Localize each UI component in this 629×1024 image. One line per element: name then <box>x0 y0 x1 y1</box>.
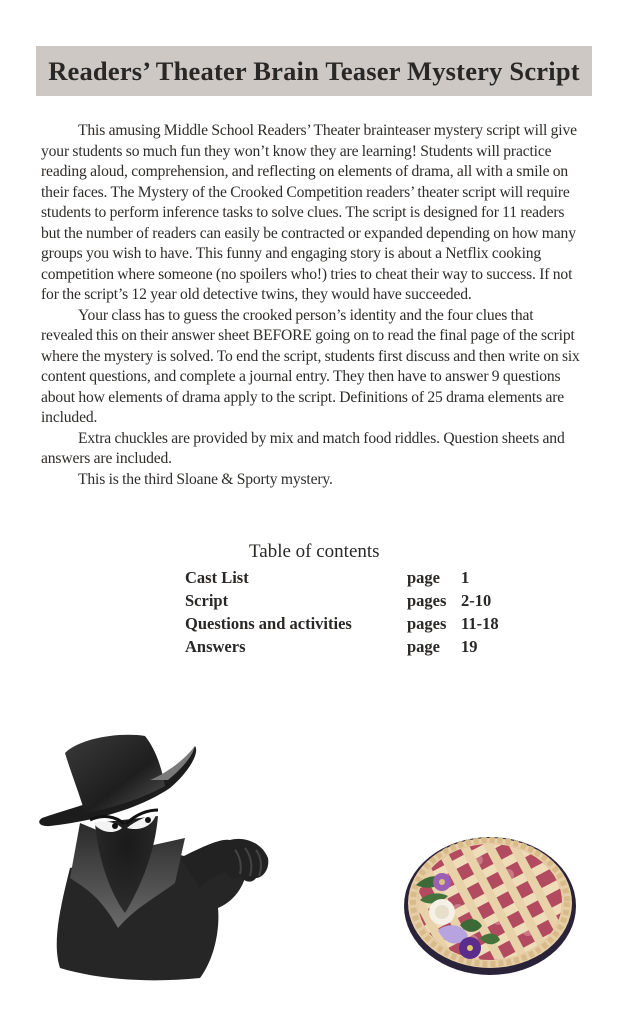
toc-entry-pages: 2-10 <box>461 591 492 610</box>
description-paragraph-2: Your class has to guess the crooked person’s identity and the four clues that revealed this on their answer sheet BEFORE going on to read the final page of the script where the mystery is solved. To end the script, students first discuss and then write on six content questions, and complete a journal entry. They then have to answer 9 questions about how elements of drama apply to the script. Definitions of 25 drama elements are included. <box>41 306 580 426</box>
toc-entry-cast-list <box>185 568 515 591</box>
toc-entry-pages: 19 <box>461 637 478 656</box>
toc-entry-label: Cast List <box>185 568 249 587</box>
toc-title: Table of contents <box>249 541 380 562</box>
toc-entry-page-word: pages <box>407 614 447 633</box>
toc-entry-answers <box>185 637 515 660</box>
villain-illustration <box>30 728 275 986</box>
description-paragraph-3: Extra chuckles are provided by mix and match food riddles. Question sheets and answers are included. <box>41 429 565 467</box>
toc-entry-pages: 1 <box>461 568 470 587</box>
toc-entry-label: Script <box>185 591 229 610</box>
toc-entry-page-word: page <box>407 568 440 587</box>
villain-icon <box>30 728 275 986</box>
toc-entry-label: Questions and activities <box>185 614 352 633</box>
title-banner <box>36 46 592 96</box>
description-paragraph-4: This is the third Sloane & Sporty mystery. <box>78 470 333 488</box>
page-title: Readers’ Theater Brain Teaser Mystery Script <box>48 55 580 86</box>
toc-entry-script <box>185 591 515 614</box>
description-section <box>41 121 587 490</box>
pie-illustration <box>398 830 578 980</box>
toc-entry-page-word: page <box>407 637 440 656</box>
pie-icon <box>398 830 578 980</box>
toc-entry-questions <box>185 614 515 637</box>
toc-entry-label: Answers <box>185 637 246 656</box>
toc-entry-pages: 11-18 <box>461 614 499 633</box>
description-paragraph-1: This amusing Middle School Readers’ Theater brainteaser mystery script will give your students so much fun they won’t know they are learning! Students will practice reading aloud, comprehension, and reflecting on elements of drama, all with a smile on their faces. The Mystery of the Crooked Competition readers’ theater script will require students to perform inference tasks to solve clues. The script is designed for 11 readers but the number of readers can easily be contracted or expanded depending on how many groups you wish to have. This funny and engaging story is about a Netflix cooking competition where someone (no spoilers who!) tries to cheat their way to success. If not for the script’s 12 year old detective twins, they would have succeeded. <box>41 122 577 303</box>
toc-entry-page-word: pages <box>407 591 447 610</box>
